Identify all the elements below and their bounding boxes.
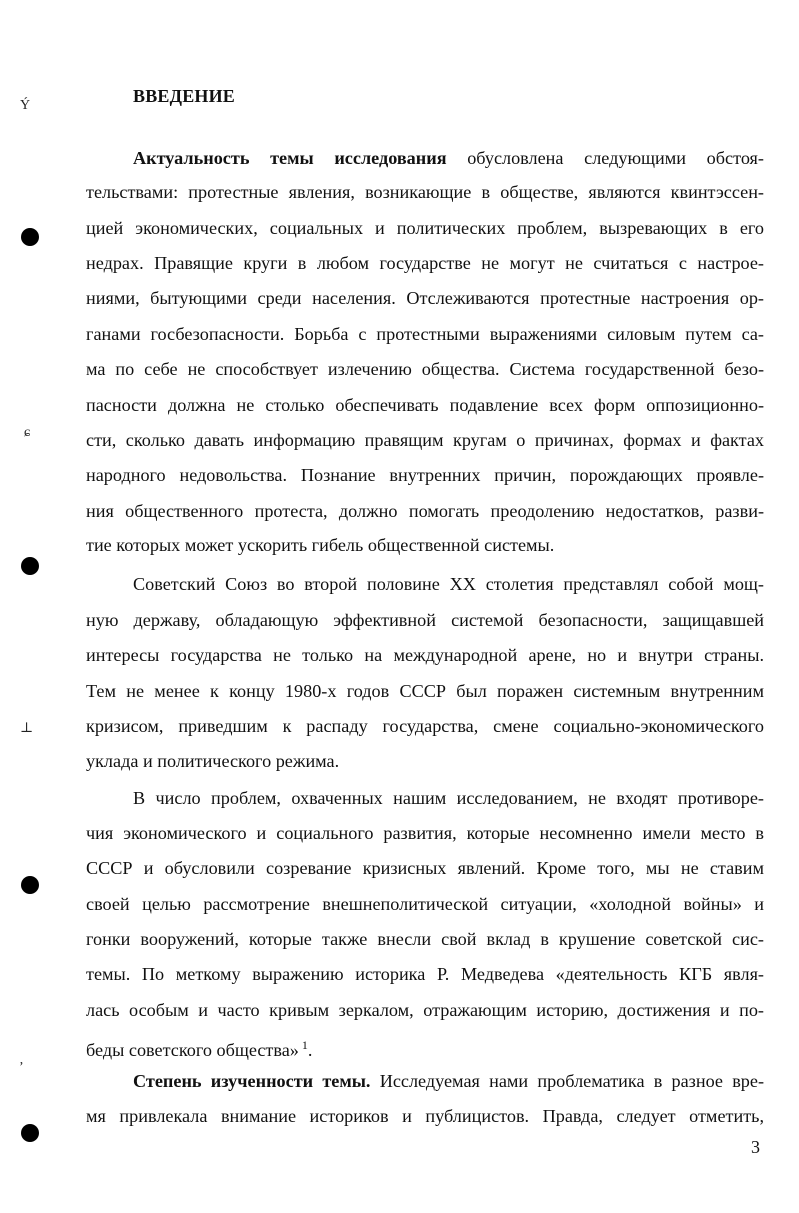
binder-hole-1 [21,228,39,246]
text-line: В число проблем, охваченных нашим исследованием, не входят противоре- [133,788,764,808]
section-heading: ВВЕДЕНИЕ [133,86,236,106]
text-line: пасности должна не столько обеспечивать подавление всех форм оппозиционно- [86,395,764,415]
scan-mark-icon: ɕ [24,425,31,440]
scan-mark-icon: Ý [20,98,31,113]
period: . [307,1040,313,1060]
text-line: ма по себе не способствует излечению общества. Система государственной безо- [86,359,764,379]
text-line: сти, сколько давать информацию правящим кругам о причинах, формах и фактах [86,430,764,450]
page-number: 3 [751,1137,760,1157]
text-line [86,1033,764,1062]
text-line: цией экономических, социальных и политических проблем, вызревающих в его [86,218,764,238]
text-line: лась особым и часто кривым зеркалом, отражающим историю, достижения и по- [86,1000,764,1020]
footnote-reference[interactable]: 1 [301,1038,308,1052]
line-text: Исследуемая нами проблематика в разное вре- [370,1071,765,1091]
text-line: мя привлекала внимание историков и публицистов. Правда, следует отметить, [86,1106,764,1126]
text-line: СССР и обусловили созревание кризисных явлений. Кроме того, мы не ставим [86,858,764,878]
text-line: недрах. Правящие круги в любом государстве не могут не считаться с настрое- [86,253,764,273]
line-text: беды советского общества» [86,1040,299,1060]
text-line: темы. По меткому выражению историка Р. Медведева «деятельность КГБ явля- [86,964,764,984]
text-line: тельствами: протестные явления, возникающие в обществе, являются квинтэссен- [86,182,764,202]
text-line [133,1069,764,1093]
binder-hole-4 [21,1124,39,1142]
text-line: ния общественного протеста, должно помогать преодолению недостатков, разви- [86,501,764,521]
line-text: обусловлена следующими обстоя- [446,148,764,168]
text-line: гонки вооружений, которые также внесли свой вклад в крушение советской сис- [86,929,764,949]
text-line [133,146,764,170]
text-line: народного недовольства. Познание внутренних причин, порождающих проявле- [86,465,764,485]
text-line: тие которых может ускорить гибель общественной системы. [86,535,555,555]
text-line: Тем не менее к концу 1980-х годов СССР был поражен системным внутренним [86,681,764,701]
text-line: кризисом, приведшим к распаду государства, смене социально-экономического [86,716,764,736]
scan-mark-icon: ʼ [19,1060,24,1075]
text-line: уклада и политического режима. [86,751,340,771]
scan-mark-icon: ⊥ [20,721,34,736]
bold-phrase: Степень изученности темы. [133,1071,371,1091]
text-line: своей целью рассмотрение внешнеполитической ситуации, «холодной войны» и [86,894,764,914]
binder-hole-2 [21,557,39,575]
binder-hole-3 [21,876,39,894]
text-line: ганами госбезопасности. Борьба с протестными выражениями силовым путем са- [86,324,764,344]
text-line: интересы государства не только на международной арене, но и внутри страны. [86,645,764,665]
text-line: чия экономического и социального развития, которые несомненно имели место в [86,823,764,843]
bold-phrase: Актуальность темы исследования [133,148,447,168]
text-line: ную державу, обладающую эффективной системой безопасности, защищавшей [86,610,764,630]
text-line: Советский Союз во второй половине XX столетия представлял собой мощ- [133,574,764,594]
text-line: ниями, бытующими среди населения. Отслеживаются протестные настроения ор- [86,288,764,308]
